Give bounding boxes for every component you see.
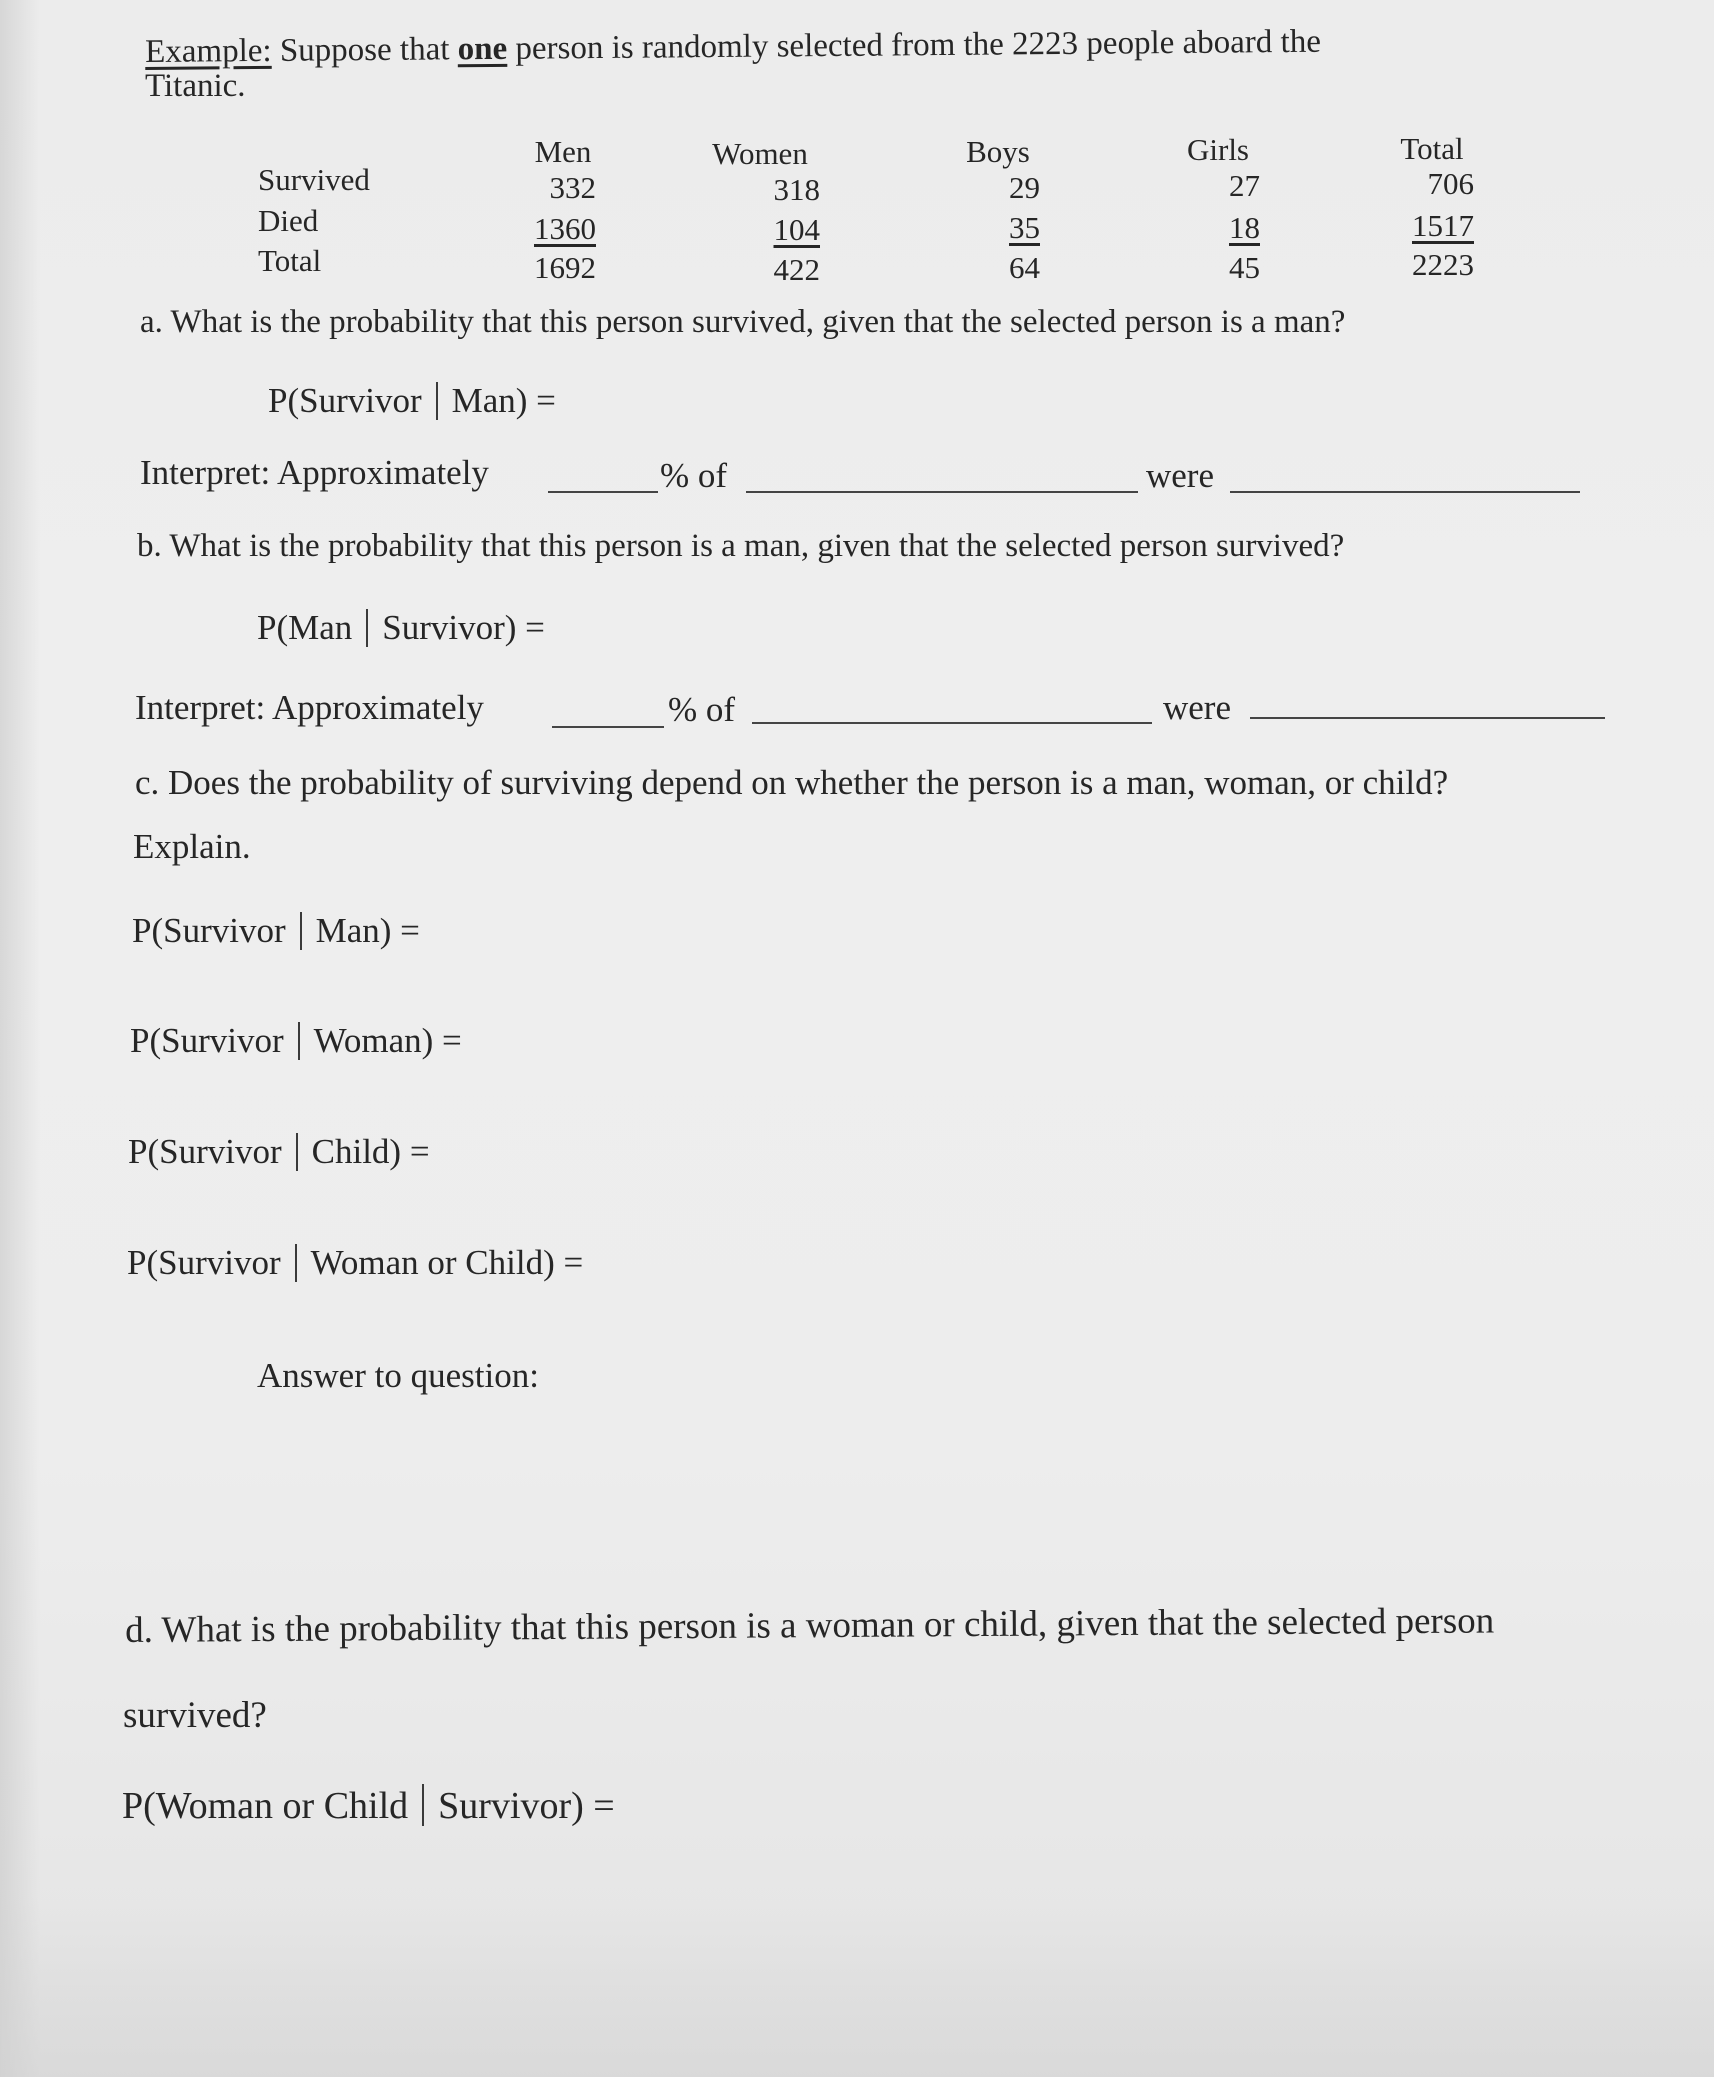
expr-c-man xyxy=(132,912,420,950)
blank-a-of[interactable] xyxy=(746,491,1138,493)
given-bar xyxy=(295,1244,297,1282)
page-shadow-left xyxy=(0,0,40,2077)
blank-a-were[interactable] xyxy=(1230,491,1580,493)
cell-survived-girls: 27 xyxy=(1229,168,1260,203)
col-header-total: Total xyxy=(1400,131,1464,166)
example-line2: Titanic. xyxy=(145,68,246,104)
blank-b-were[interactable] xyxy=(1250,717,1605,719)
cell-total-boys: 64 xyxy=(1009,250,1040,285)
col-header-women: Women xyxy=(712,136,808,171)
col-header-men: Men xyxy=(534,134,592,169)
given-bar xyxy=(366,609,368,647)
cell-total-total: 2223 xyxy=(1412,247,1474,282)
expr-b-left: P(Man xyxy=(257,608,353,647)
question-b: b. What is the probability that this person is a man, given that the selected person survived? xyxy=(137,528,1345,564)
blank-b-percent[interactable] xyxy=(552,726,664,728)
given-bar xyxy=(298,1022,300,1060)
interpret-a-label: Interpret: Approximately xyxy=(140,453,489,492)
question-a: a. What is the probability that this person survived, given that the selected person is a man? xyxy=(140,304,1346,340)
expr-d xyxy=(122,1784,615,1826)
example-intro xyxy=(144,23,1322,70)
expr-c-woman-left: P(Survivor xyxy=(130,1021,284,1060)
page-shadow-bottom xyxy=(0,1897,1714,2077)
interpret-a-pct-of: % of xyxy=(660,456,728,495)
given-bar xyxy=(296,1133,298,1171)
example-text-after: person is randomly selected from the 2223 people aboard the xyxy=(507,23,1322,67)
cell-survived-boys: 29 xyxy=(1009,170,1040,205)
example-label: Example: xyxy=(144,32,272,70)
expr-c-woc-left: P(Survivor xyxy=(127,1243,281,1282)
col-header-girls: Girls xyxy=(1187,132,1249,167)
example-emphasis: one xyxy=(457,30,508,68)
cell-died-girls: 18 xyxy=(1229,210,1260,245)
blank-a-percent[interactable] xyxy=(548,491,658,493)
expr-c-woman xyxy=(130,1022,462,1060)
example-text-before: Suppose that xyxy=(279,31,458,69)
cell-died-women: 104 xyxy=(773,212,820,247)
question-c: c. Does the probability of surviving depend on whether the person is a man, woman, or child? xyxy=(135,763,1449,802)
expr-c-child-right: Child) = xyxy=(311,1132,430,1171)
expr-b-right: Survivor) = xyxy=(382,608,545,647)
cell-died-boys: 35 xyxy=(1009,210,1040,245)
col-header-boys: Boys xyxy=(966,134,1030,169)
expr-a-left: P(Survivor xyxy=(268,381,422,420)
answer-label: Answer to question: xyxy=(257,1356,539,1395)
cell-total-women: 422 xyxy=(773,252,820,287)
interpret-a-were: were xyxy=(1146,456,1215,495)
question-d-line1: d. What is the probability that this person is a woman or child, given that the selected person xyxy=(124,1600,1495,1651)
expr-d-right: Survivor) = xyxy=(438,1785,615,1827)
expr-d-left: P(Woman or Child xyxy=(122,1785,409,1827)
given-bar xyxy=(422,1784,424,1826)
expr-b xyxy=(257,609,545,647)
question-d-line2: survived? xyxy=(123,1695,267,1736)
interpret-b-pct-of: % of xyxy=(668,690,736,729)
row-label-died: Died xyxy=(258,203,319,238)
row-label-survived: Survived xyxy=(258,162,370,197)
expr-c-child-left: P(Survivor xyxy=(128,1132,282,1171)
expr-a xyxy=(268,382,556,420)
expr-a-right: Man) = xyxy=(451,381,556,420)
interpret-b-were: were xyxy=(1163,688,1232,727)
interpret-b-label: Interpret: Approximately xyxy=(135,688,484,727)
expr-c-man-left: P(Survivor xyxy=(132,911,286,950)
expr-c-man-right: Man) = xyxy=(315,911,420,950)
given-bar xyxy=(436,382,438,420)
expr-c-woc-right: Woman or Child) = xyxy=(310,1243,584,1282)
cell-survived-men: 332 xyxy=(549,170,596,205)
cell-died-men: 1360 xyxy=(534,211,596,246)
given-bar xyxy=(300,912,302,950)
row-label-total: Total xyxy=(258,243,322,278)
cell-total-men: 1692 xyxy=(534,250,596,285)
cell-survived-total: 706 xyxy=(1427,166,1474,201)
expr-c-woman-or-child xyxy=(127,1244,583,1282)
cell-died-total: 1517 xyxy=(1412,208,1474,243)
cell-survived-women: 318 xyxy=(773,172,820,207)
expr-c-woman-right: Woman) = xyxy=(313,1021,462,1060)
cell-total-girls: 45 xyxy=(1229,250,1260,285)
blank-b-of[interactable] xyxy=(752,722,1152,724)
explain-label: Explain. xyxy=(133,827,251,866)
expr-c-child xyxy=(128,1133,430,1171)
